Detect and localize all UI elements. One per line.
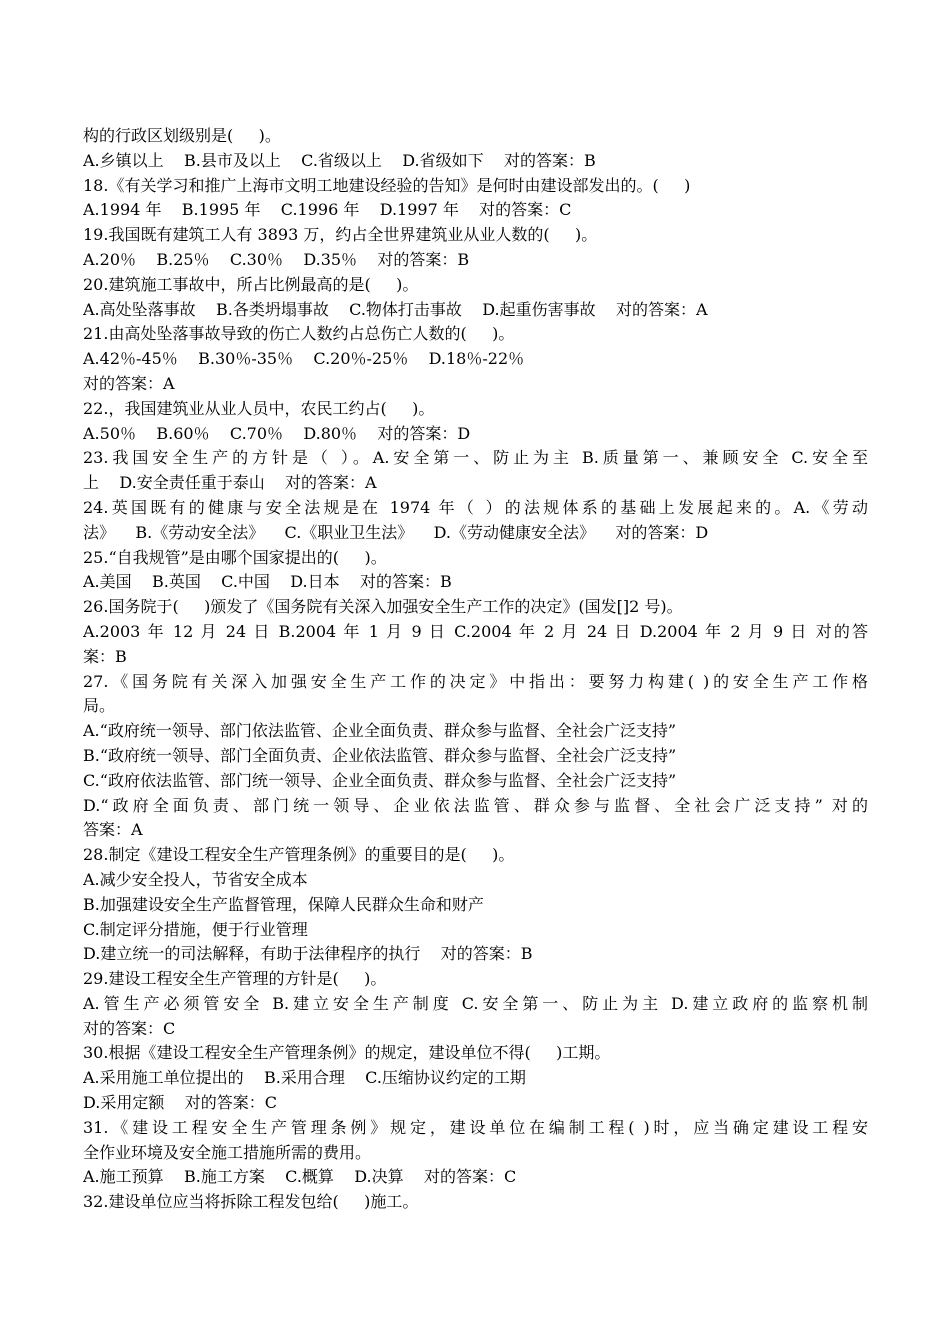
text-line: D.建立统一的司法解释，有助于法律程序的执行 对的答案：B <box>83 944 533 964</box>
text-line: D.“政府全面负责、部门统一领导、企业依法监管、群众参与监督、全社会广泛支持” 对的 <box>83 795 868 815</box>
text-line: B.“政府统一领导、部门全面负责、企业依法监管、群众参与监督、全社会广泛支持” <box>83 745 677 765</box>
text-line: A.美国 B.英国 C.中国 D.日本 对的答案：B <box>83 572 452 592</box>
text-line: A.采用施工单位提出的 B.采用合理 C.压缩协议约定的工期 <box>83 1068 526 1088</box>
text-line: 29.建设工程安全生产管理的方针是( )。 <box>83 969 387 989</box>
text-line: 20.建筑施工事故中，所占比例最高的是( )。 <box>83 274 419 294</box>
text-line: A.2003 年 12 月 24 日 B.2004 年 1 月 9 日 C.2004 年 2 月 24 日 D.2004 年 2 月 9 日 对的答 <box>83 621 868 641</box>
text-line: 27.《国务院有关深入加强安全生产工作的决定》中指出：要努力构建( )的安全生产工作格 <box>83 671 868 691</box>
text-line: 答案：A <box>83 820 143 840</box>
text-line: A.“政府统一领导、部门依法监管、企业全面负责、群众参与监督、全社会广泛支持” <box>83 721 677 741</box>
document-page <box>83 124 868 1215</box>
text-line: A.20％ B.25％ C.30％ D.35％ 对的答案：B <box>83 249 470 269</box>
text-line: 局。 <box>83 696 116 716</box>
text-line: A.1994 年 B.1995 年 C.1996 年 D.1997 年 对的答案：C <box>83 200 572 220</box>
text-line: C.“政府依法监管、部门统一领导、企业全面负责、群众参与监督、全社会广泛支持” <box>83 770 677 790</box>
text-line: 21.由高处坠落事故导致的伤亡人数约占总伤亡人数的( )。 <box>83 324 515 344</box>
text-line: 23.我国安全生产的方针是（ ）。A.安全第一、防止为主 B.质量第一、兼顾安全 C.安全至 <box>83 448 868 468</box>
text-line: 对的答案：C <box>83 1018 176 1038</box>
text-line: 26.国务院于( )颁发了《国务院有关深入加强安全生产工作的决定》(国发[]2 号)。 <box>83 597 683 617</box>
text-line: 31.《建设工程安全生产管理条例》规定，建设单位在编制工程( )时，应当确定建设工程安 <box>83 1117 868 1137</box>
text-line: A.减少安全投人，节省安全成本 <box>83 869 308 889</box>
text-line: D.采用定额 对的答案：C <box>83 1093 277 1113</box>
text-line: A.50％ B.60％ C.70％ D.80％ 对的答案：D <box>83 423 471 443</box>
text-line: A.乡镇以上 B.县市及以上 C.省级以上 D.省级如下 对的答案：B <box>83 150 596 170</box>
text-line: 法》 B.《劳动安全法》 C.《职业卫生法》 D.《劳动健康安全法》 对的答案：D <box>83 522 709 542</box>
text-line: 32.建设单位应当将拆除工程发包给( )施工。 <box>83 1192 419 1212</box>
text-line: A.施工预算 B.施工方案 C.概算 D.决算 对的答案：C <box>83 1167 517 1187</box>
text-line: A.管生产必须管安全 B.建立安全生产制度 C.安全第一、防止为主 D.建立政府的监察机制 <box>83 993 868 1013</box>
text-line: 19.我国既有建筑工人有 3893 万，约占全世界建筑业从业人数的( )。 <box>83 225 598 245</box>
text-line: C.制定评分措施，便于行业管理 <box>83 919 308 939</box>
text-line: B.加强建设安全生产监督管理，保障人民群众生命和财产 <box>83 894 484 914</box>
text-line: 24.英国既有的健康与安全法规是在 1974 年（ ）的法规体系的基础上发展起来的。A.《劳动 <box>83 497 868 517</box>
text-line: 30.根据《建设工程安全生产管理条例》的规定，建设单位不得( )工期。 <box>83 1043 611 1063</box>
text-line: 22.，我国建筑业从业人员中，农民工约占( )。 <box>83 398 435 418</box>
text-line: 构的行政区划级别是( )。 <box>83 126 281 145</box>
text-line: 25.“自我规管”是由哪个国家提出的( )。 <box>83 547 387 567</box>
text-line: A.42％-45％ B.30％-35％ C.20％-25％ D.18％-22％ <box>83 349 525 369</box>
text-line: 案：B <box>83 646 127 666</box>
text-line: 对的答案：A <box>83 373 175 393</box>
text-line: A.高处坠落事故 B.各类坍塌事故 C.物体打击事故 D.起重伤害事故 对的答案：A <box>83 299 708 319</box>
text-line: 28.制定《建设工程安全生产管理条例》的重要目的是( )。 <box>83 845 515 865</box>
text-line: 18.《有关学习和推广上海市文明工地建设经验的告知》是何时由建设部发出的。( ) <box>83 175 691 195</box>
text-line: 上 D.安全责任重于泰山 对的答案：A <box>83 473 377 493</box>
text-line: 全作业环境及安全施工措施所需的费用。 <box>83 1142 372 1162</box>
